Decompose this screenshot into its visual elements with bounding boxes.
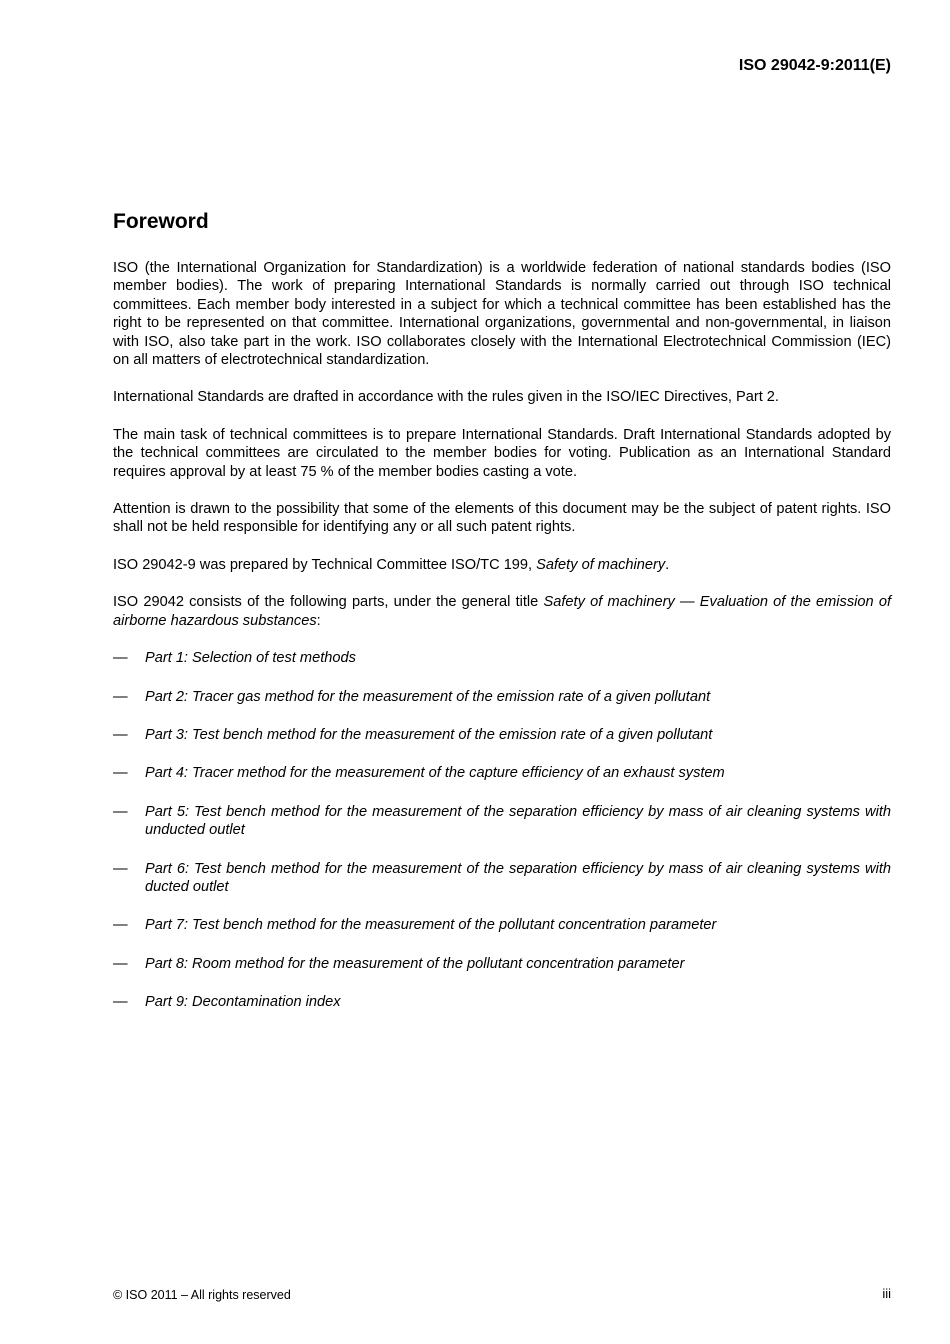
list-item [113,860,891,897]
dash-bullet: — [113,688,128,705]
list-item [113,726,891,744]
general-title: Safety of machinery — Evaluation of the emission of airborne hazardous substances [113,594,891,629]
part-title: Part 7: Test bench method for the measurement of the pollutant concentration parameter [145,917,717,934]
list-item [113,688,891,706]
list-item [113,955,891,973]
dash-bullet: — [113,994,128,1011]
part-title: Part 2: Tracer gas method for the measurement of the emission rate of a given pollutant [145,688,711,705]
part-title: Part 6: Test bench method for the measurement of the separation efficiency by mass of air cleaning systems with ducted outlet [145,860,891,895]
dash-bullet: — [113,860,128,877]
list-item [113,916,891,934]
list-item [113,764,891,782]
dash-bullet: — [113,726,128,743]
part-title: Part 1: Selection of test methods [145,650,356,667]
parts-intro-text: ISO 29042 consists of the following parts, under the general title [113,594,544,611]
part-title: Part 3: Test bench method for the measurement of the emission rate of a given pollutant [145,726,713,743]
part-title: Part 9: Decontamination index [145,994,341,1011]
dash-bullet: — [113,955,128,972]
part-title: Part 8: Room method for the measurement of the pollutant concentration parameter [145,955,685,972]
list-item [113,649,891,667]
paragraph-prepared-by [113,556,891,574]
list-item [113,803,891,840]
dash-bullet: — [113,765,128,782]
prepared-by-suffix: . [665,556,670,573]
part-title: Part 4: Tracer method for the measurement of the capture efficiency of an exhaust system [145,765,725,782]
paragraph-iso-federation: ISO (the International Organization for Standardization) is a worldwide federation of national standards bodies (ISO member bodies). The work of preparing International Standards is normally carried out through ISO technical committees. Each member body interested in a subject for which a technical committee has been established has the right to be represented on that committee. International organizations, governmental and non-governmental, in liaison with ISO, also take part in the work. ISO collaborates closely with the International Electrotechnical Commission (IEC) on all matters of electrotechnical standardization. [113,260,891,369]
document-identifier: ISO 29042-9:2011(E) [738,57,891,74]
dash-bullet: — [113,803,128,820]
prepared-by-text: ISO 29042-9 was prepared by Technical Committee ISO/TC 199, [113,556,537,573]
copyright-notice: © ISO 2011 – All rights reserved [113,1288,291,1302]
parts-list [113,649,891,1011]
foreword-body [113,259,891,1032]
parts-intro-suffix: : [316,612,321,629]
page-number: iii [882,1286,891,1301]
paragraph-parts-intro [113,593,891,630]
paragraph-technical-committees: The main task of technical committees is to prepare International Standards. Draft International Standards adopted by the technical committees are circulated to the member bodies for voting. Publication as an International Standard requires approval by at least 75 % of the member bodies casting a vote. [113,426,891,480]
dash-bullet: — [113,917,128,934]
foreword-heading: Foreword [113,210,209,233]
dash-bullet: — [113,650,128,667]
list-item [113,993,891,1011]
paragraph-directives: International Standards are drafted in accordance with the rules given in the ISO/IEC Directives, Part 2. [113,389,779,406]
committee-title: Safety of machinery [536,556,666,573]
paragraph-patent-rights: Attention is drawn to the possibility that some of the elements of this document may be the subject of patent rights. ISO shall not be held responsible for identifying any or all such patent rights. [113,501,891,536]
part-title: Part 5: Test bench method for the measurement of the separation efficiency by mass of air cleaning systems with unducted outlet [145,803,891,839]
